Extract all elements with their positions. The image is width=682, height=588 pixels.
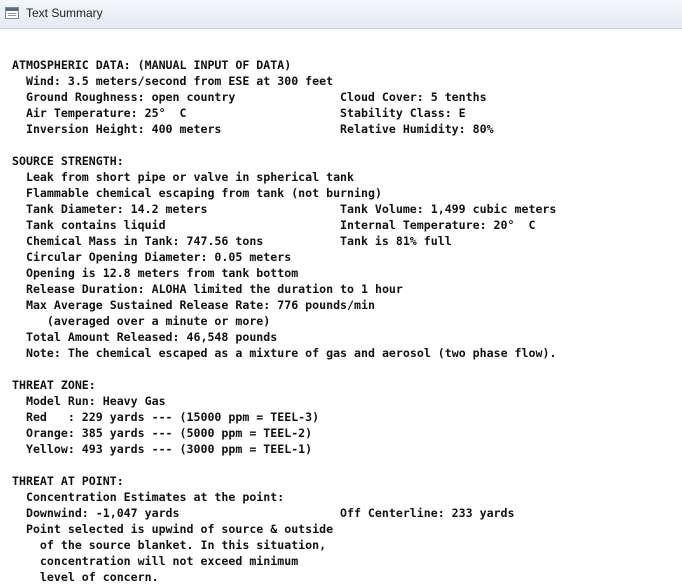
report-line-left: Ground Roughness: open country — [12, 90, 236, 104]
report-line — [12, 329, 556, 345]
report-line — [12, 377, 556, 393]
report-line — [12, 73, 556, 89]
report-line-left: Max Average Sustained Release Rate: 776 pounds/min — [12, 298, 375, 312]
report-line-right: Relative Humidity: 80% — [340, 122, 494, 136]
report-line — [12, 233, 556, 249]
report-line-left: Red : 229 yards --- (15000 ppm = TEEL-3) — [12, 410, 320, 424]
report-line-left: Wind: 3.5 meters/second from ESE at 300 feet — [12, 74, 334, 88]
report-line — [12, 121, 556, 137]
report-line — [12, 249, 556, 265]
report-line — [12, 137, 556, 153]
report-line-left: Flammable chemical escaping from tank (not burning) — [12, 186, 382, 200]
report-line — [12, 313, 556, 329]
report-line-left: Point selected is upwind of source & outside — [12, 522, 334, 536]
report-line-left: ATMOSPHERIC DATA: (MANUAL INPUT OF DATA) — [12, 58, 292, 72]
report-line-left: SOURCE STRENGTH: — [12, 154, 124, 168]
report-line — [12, 473, 556, 489]
report-line — [12, 393, 556, 409]
report-line — [12, 297, 556, 313]
report-line-left: THREAT ZONE: — [12, 378, 96, 392]
report-line — [12, 505, 556, 521]
report-line — [12, 201, 556, 217]
report-line — [12, 553, 556, 569]
report-text-area[interactable] — [0, 29, 682, 588]
window-document-icon[interactable] — [5, 7, 19, 19]
report-line — [12, 345, 556, 361]
report-line-right: Tank Volume: 1,499 cubic meters — [340, 202, 557, 216]
report-line-right: Tank is 81% full — [340, 234, 452, 248]
report-line — [12, 409, 556, 425]
title-bar[interactable] — [0, 0, 682, 29]
report-line-left: Note: The chemical escaped as a mixture of gas and aerosol (two phase flow). — [12, 346, 557, 360]
report-line-right: Internal Temperature: 20° C — [340, 218, 536, 232]
report-line — [12, 441, 556, 457]
report-line-left: THREAT AT POINT: — [12, 474, 124, 488]
report-line — [12, 361, 556, 377]
report-line-left: Downwind: -1,047 yards — [12, 506, 180, 520]
report-line — [12, 105, 556, 121]
report-line-left: Orange: 385 yards --- (5000 ppm = TEEL-2) — [12, 426, 313, 440]
report-line — [12, 569, 556, 585]
report-line-left: of the source blanket. In this situation, — [12, 538, 327, 552]
report-line-left: Concentration Estimates at the point: — [12, 490, 285, 504]
report-line-left: concentration will not exceed minimum — [12, 554, 299, 568]
report-line — [12, 537, 556, 553]
report-line-right: Cloud Cover: 5 tenths — [340, 90, 487, 104]
report-line — [12, 57, 556, 73]
report-line-left: Model Run: Heavy Gas — [12, 394, 166, 408]
report-line — [12, 425, 556, 441]
report-line-left: (averaged over a minute or more) — [12, 314, 271, 328]
report-line — [12, 185, 556, 201]
report-line-left: Yellow: 493 yards --- (3000 ppm = TEEL-1) — [12, 442, 313, 456]
report-line-left: Circular Opening Diameter: 0.05 meters — [12, 250, 292, 264]
report-line — [12, 41, 556, 57]
window-title: Text Summary — [26, 6, 103, 20]
report-line-left: Tank contains liquid — [12, 218, 166, 232]
report-line — [12, 169, 556, 185]
report-line — [12, 217, 556, 233]
report-line — [12, 521, 556, 537]
report-line — [12, 265, 556, 281]
report-line-right: Stability Class: E — [340, 106, 466, 120]
report-line — [12, 489, 556, 505]
report-line-left: Tank Diameter: 14.2 meters — [12, 202, 208, 216]
report-line — [12, 89, 556, 105]
report-line — [12, 457, 556, 473]
report-line-right: Off Centerline: 233 yards — [340, 506, 515, 520]
report-text — [12, 41, 556, 585]
report-line — [12, 281, 556, 297]
report-line-left: Chemical Mass in Tank: 747.56 tons — [12, 234, 264, 248]
report-line-left: Leak from short pipe or valve in spherical tank — [12, 170, 355, 184]
report-line-left: Inversion Height: 400 meters — [12, 122, 222, 136]
report-line-left: Opening is 12.8 meters from tank bottom — [12, 266, 299, 280]
report-line-left: Release Duration: ALOHA limited the duration to 1 hour — [12, 282, 403, 296]
report-line-left: Air Temperature: 25° C — [12, 106, 187, 120]
report-line-left: Total Amount Released: 46,548 pounds — [12, 330, 278, 344]
report-line — [12, 153, 556, 169]
report-line-left: level of concern. — [12, 570, 159, 584]
